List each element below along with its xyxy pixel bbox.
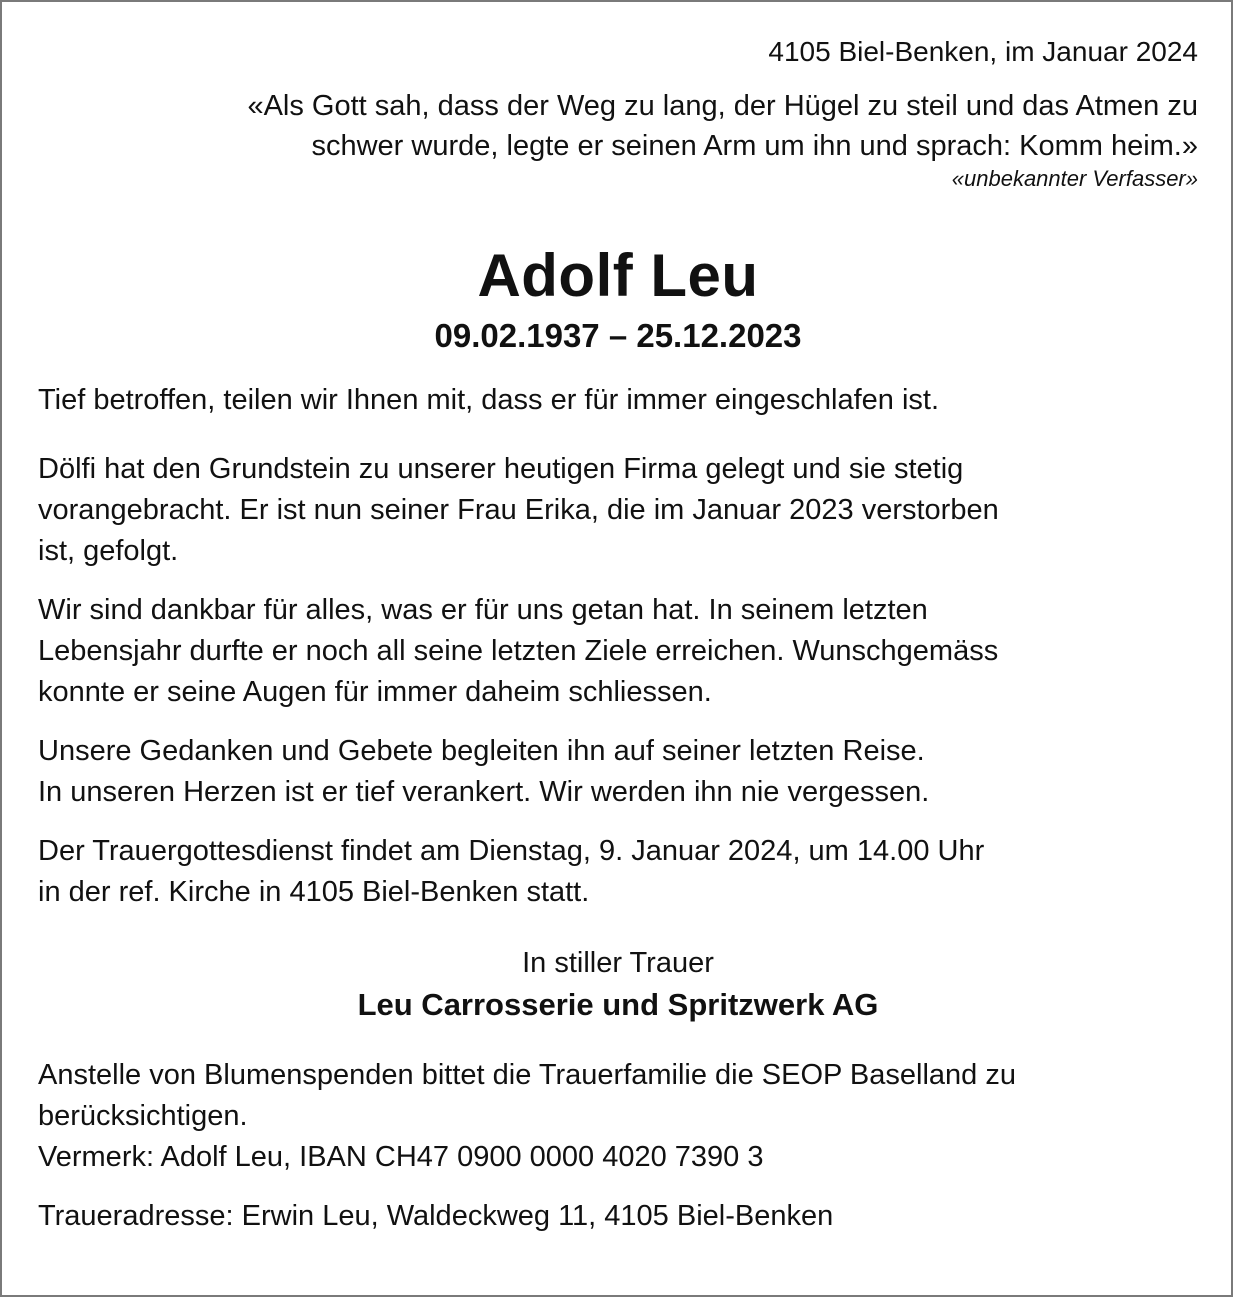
paragraph-line: konnte er seine Augen für immer daheim schliessen. [38,676,712,708]
thoughts-paragraph [38,731,1198,813]
company-signature: Leu Carrosserie und Spritzwerk AG [357,987,879,1022]
deceased-name: Adolf Leu [477,242,759,309]
paragraph-line: Anstelle von Blumenspenden bittet die Trauerfamilie die SEOP Baselland zu [38,1059,1016,1091]
paragraph-line: berücksichtigen. [38,1100,248,1132]
paragraph-line: Lebensjahr durfte er noch all seine letzten Ziele erreichen. Wunschgemäss [38,635,999,667]
quote-line: «Als Gott sah, dass der Weg zu lang, der Hügel zu steil und das Atmen zu [247,90,1198,122]
quote-author: «unbekannter Verfasser» [951,166,1198,191]
quote [38,86,1198,166]
quote-line: schwer wurde, legte er seinen Arm um ihn und sprach: Komm heim.» [311,130,1198,162]
paragraph-line: vorangebracht. Er ist nun seiner Frau Erika, die im Januar 2023 verstorben [38,494,999,526]
service-paragraph [38,831,1198,913]
paragraph-line: in der ref. Kirche in 4105 Biel-Benken statt. [38,876,590,908]
obituary-content [38,32,1198,1237]
paragraph-line: In unseren Herzen ist er tief verankert. Wir werden ihn nie vergessen. [38,776,930,808]
paragraph-line: Unsere Gedanken und Gebete begleiten ihn auf seiner letzten Reise. [38,735,925,767]
donation-paragraph [38,1055,1198,1178]
company-paragraph [38,449,1198,572]
announcement-paragraph: Tief betroffen, teilen wir Ihnen mit, dass er für immer eingeschlafen ist. [38,384,940,416]
mourning-address: Traueradresse: Erwin Leu, Waldeckweg 11, 4105 Biel-Benken [38,1200,834,1232]
paragraph-line: Der Trauergottesdienst findet am Dienstag, 9. Januar 2024, um 14.00 Uhr [38,835,985,867]
paragraph-line: Vermerk: Adolf Leu, IBAN CH47 0900 0000 4020 7390 3 [38,1141,764,1173]
paragraph-line: Wir sind dankbar für alles, was er für uns getan hat. In seinem letzten [38,594,928,626]
place-date: 4105 Biel-Benken, im Januar 2024 [768,36,1198,67]
life-dates: 09.02.1937 – 25.12.2023 [434,317,802,354]
paragraph-line: ist, gefolgt. [38,535,179,567]
paragraph-line: Dölfi hat den Grundstein zu unserer heutigen Firma gelegt und sie stetig [38,453,964,485]
mourning-note: In stiller Trauer [522,947,714,979]
gratitude-paragraph [38,590,1198,713]
